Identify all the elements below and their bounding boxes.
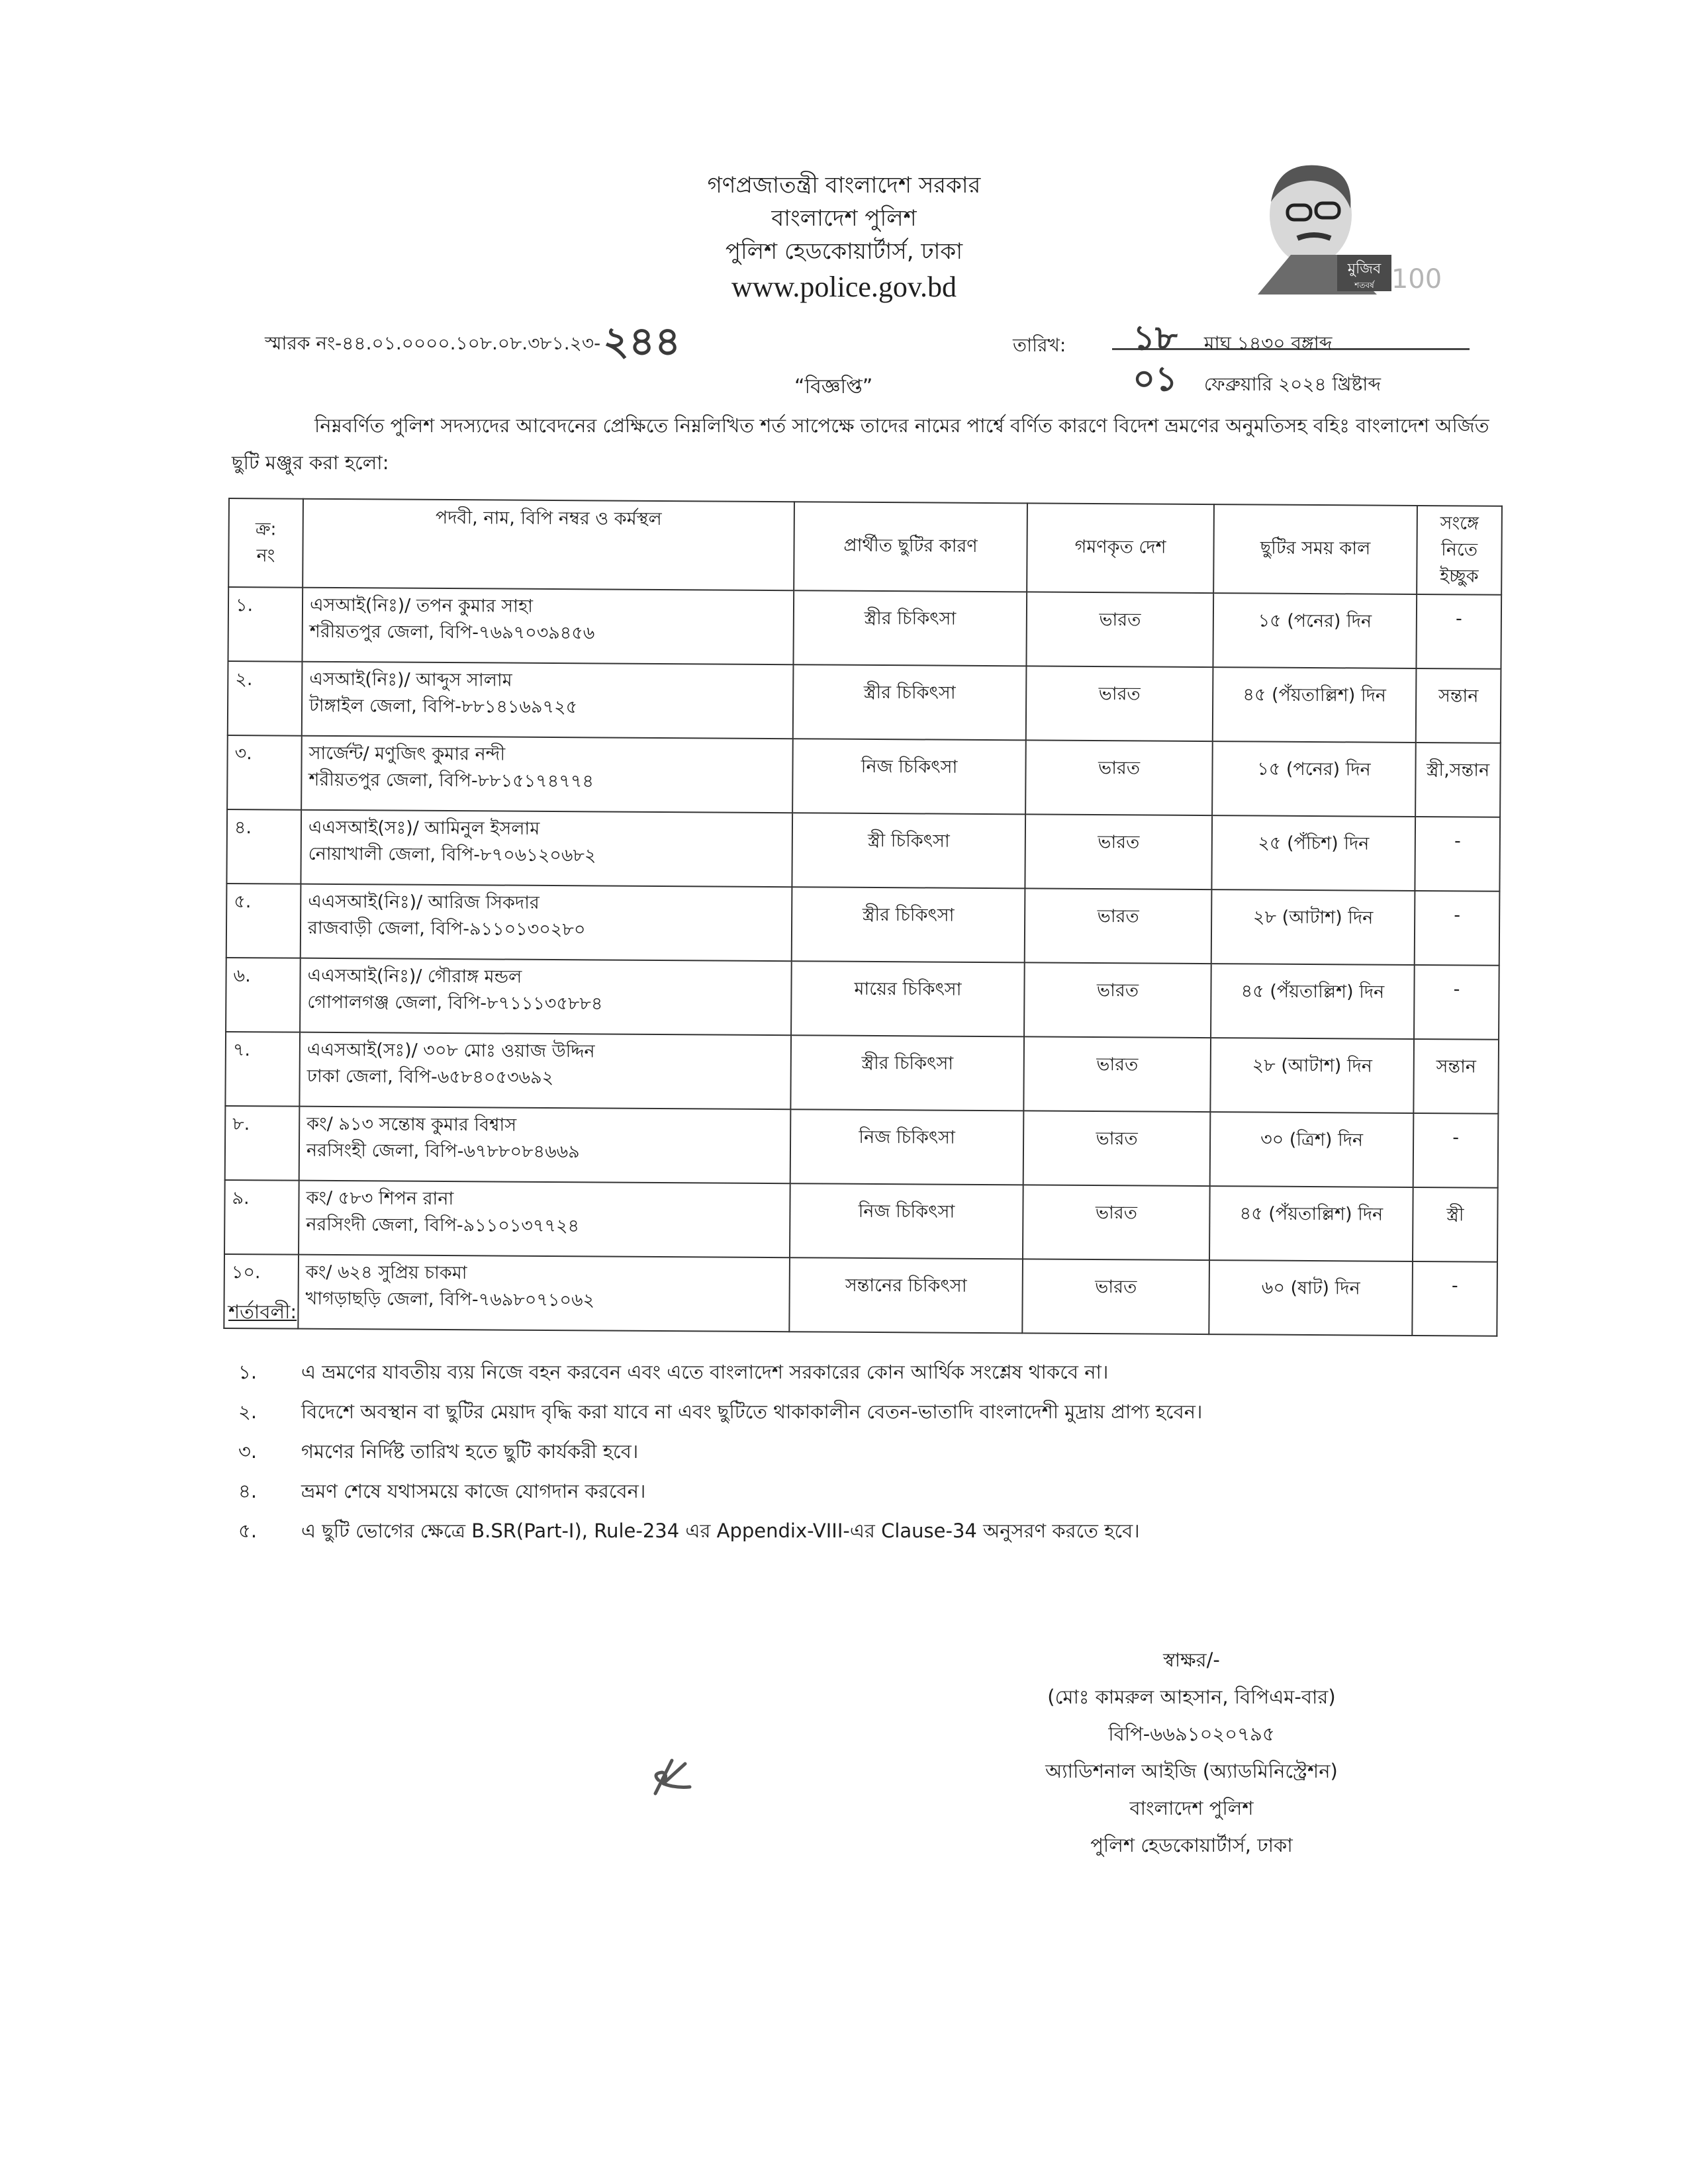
cell-serial: ৬. <box>226 958 301 1032</box>
member-district-bp: রাজবাড়ী জেলা, বিপি-৯১১০১৩০২৮০ <box>307 917 586 940</box>
header-duration: ছুটির সময় কাল <box>1213 504 1417 594</box>
header-serial-line2: নং <box>256 545 275 567</box>
term-text: এ ছুটি ভোগের ক্ষেত্রে B.SR(Part-I), Rule-234 এর Appendix-VIII-এর Clause-34 অনুসরণ করতে হবে। <box>301 1519 1140 1542</box>
table-row <box>227 735 1501 817</box>
header-member: পদবী, নাম, বিপি নম্বর ও কর্মস্থল <box>303 499 794 591</box>
bangla-day-handwritten: ১৮ <box>1133 318 1178 358</box>
cell-reason: নিজ চিকিৎসা <box>792 739 1026 814</box>
cell-country: ভারত <box>1023 1036 1211 1112</box>
cell-serial: ৯. <box>224 1180 299 1255</box>
cell-member <box>300 958 792 1036</box>
member-district-bp: গোপালগঞ্জ জেলা, বিপি-৮৭১১১৩৫৮৮৪ <box>307 991 603 1015</box>
cell-companion: - <box>1413 1113 1499 1188</box>
cell-member <box>302 588 794 665</box>
term-number: ৩. <box>238 1439 258 1463</box>
cell-serial: ৩. <box>227 735 302 810</box>
cell-country: ভারত <box>1022 1259 1209 1334</box>
term-number: ১. <box>238 1360 258 1383</box>
table-row <box>226 884 1500 966</box>
bangla-month-year: মাঘ ১৪৩০ বঙ্গাব্দ <box>1203 332 1333 354</box>
letterhead <box>563 169 1125 306</box>
gregorian-day-handwritten: ০১ <box>1133 359 1178 399</box>
gregorian-month-year: ফেব্রুয়ারি ২০২৪ খ্রিষ্টাব্দ <box>1203 373 1382 395</box>
member-district-bp: নোয়াখালী জেলা, বিপি-৮৭০৬১২০৬৮২ <box>308 843 596 866</box>
table-row <box>224 1254 1497 1336</box>
cell-serial: ২. <box>228 661 303 736</box>
svg-text:মুজিব: মুজিব <box>1347 261 1382 277</box>
member-rank-name: এসআই(নিঃ)/ তপন কুমার সাহা <box>309 594 534 617</box>
member-district-bp: খাগড়াছড়ি জেলা, বিপি-৭৬৯৮০৭১০৬২ <box>305 1288 595 1311</box>
table-row <box>225 1032 1499 1114</box>
date-label: তারিখ: <box>1013 334 1066 356</box>
cell-duration: ৪৫ (পঁয়তাল্লিশ) দিন <box>1209 1186 1413 1261</box>
cell-reason: স্ত্রীর চিকিৎসা <box>793 590 1027 666</box>
term-item <box>238 1433 1529 1473</box>
terms-heading: শর্তাবলী: <box>228 1300 297 1323</box>
department-name: বাংলাদেশ পুলিশ <box>771 205 917 232</box>
cell-member <box>301 736 793 813</box>
handwritten-initial-icon <box>649 1747 702 1800</box>
cell-duration: ২৮ (আটাশ) দিন <box>1211 889 1415 965</box>
signed-mark: স্বাক্ষর/- <box>1163 1649 1220 1671</box>
signature-block <box>993 1641 1390 1864</box>
cell-country: ভারত <box>1024 962 1211 1038</box>
cell-country: ভারত <box>1023 1111 1211 1186</box>
header-companion-line2: ইচ্ছুক <box>1439 566 1479 587</box>
cell-country: ভারত <box>1025 740 1213 815</box>
mujib-100-logo-icon <box>1231 156 1443 295</box>
table-row <box>226 958 1499 1040</box>
member-rank-name: কং/ ৬২৪ সুপ্রিয় চাকমা <box>305 1261 467 1284</box>
table-row <box>228 661 1501 743</box>
member-rank-name: এএসআই(সঃ)/ আমিনুল ইসলাম <box>308 817 540 839</box>
cell-companion: - <box>1414 965 1499 1040</box>
cell-serial: ৭. <box>225 1032 300 1107</box>
table-row <box>228 587 1501 669</box>
cell-duration: ১৫ (পনের) দিন <box>1212 741 1416 817</box>
member-district-bp: শরীয়তপুর জেলা, বিপি-৭৬৯৭০৩৯৪৫৬ <box>309 621 595 644</box>
term-number: ৫. <box>238 1519 258 1542</box>
government-name: গণপ্রজাতন্ত্রী বাংলাদেশ সরকার <box>707 172 981 199</box>
cell-duration: ২৫ (পঁচিশ) দিন <box>1211 815 1415 891</box>
member-rank-name: এসআই(নিঃ)/ আব্দুস সালাম <box>309 668 512 691</box>
gregorian-date <box>1112 352 1381 410</box>
cell-duration: ৪৫ (পঁয়তাল্লিশ) দিন <box>1213 667 1417 743</box>
cell-reason: নিজ চিকিৎসা <box>790 1183 1023 1259</box>
cell-duration: ৪৫ (পঁয়তাল্লিশ) দিন <box>1211 964 1415 1039</box>
cell-member <box>298 1255 790 1332</box>
cell-reason: স্ত্রীর চিকিৎসা <box>793 664 1027 740</box>
cell-reason: স্ত্রী চিকিৎসা <box>792 813 1025 888</box>
cell-duration: ৬০ (ষাট) দিন <box>1209 1260 1413 1336</box>
svg-text:100: 100 <box>1391 264 1442 295</box>
cell-country: ভারত <box>1023 1185 1210 1260</box>
cell-reason: নিজ চিকিৎসা <box>790 1109 1024 1185</box>
cell-member <box>299 1032 791 1110</box>
term-number: ২. <box>238 1400 258 1423</box>
cell-member <box>301 810 792 887</box>
signatory-designation: অ্যাডিশনাল আইজি (অ্যাডমিনিস্ট্রেশন) <box>1045 1760 1338 1782</box>
cell-member <box>302 662 794 739</box>
term-text: ভ্রমণ শেষে যথাসময়ে কাজে যোগদান করবেন। <box>301 1479 646 1502</box>
office-name: পুলিশ হেডকোয়ার্টার্স, ঢাকা <box>725 238 963 265</box>
intro-paragraph: নিম্নবর্ণিত পুলিশ সদস্যদের আবেদনের প্রেক্ষিতে নিম্নলিখিত শর্ত সাপেক্ষে তাদের নামের পার্শ্বে বর্ণিত কারণে বিদেশ ভ্রমণের অনুমতিসহ বহিঃ বাংলাদেশ অর্জিত ছুটি মঞ্জুর করা হলো: <box>232 414 1489 474</box>
svg-text:শতবর্ষ: শতবর্ষ <box>1354 281 1374 290</box>
cell-serial: ১০. <box>224 1254 299 1329</box>
member-rank-name: এএসআই(নিঃ)/ আরিজ সিকদার <box>308 891 539 913</box>
signatory-org: বাংলাদেশ পুলিশ <box>1129 1797 1254 1819</box>
cell-country: ভারত <box>1025 814 1212 889</box>
member-district-bp: টাঙ্গাইল জেলা, বিপি-৮৮১৪১৬৯৭২৫ <box>308 695 578 718</box>
cell-member <box>301 884 792 962</box>
term-item <box>238 1512 1529 1552</box>
bangla-date <box>1112 311 1470 358</box>
leave-table <box>223 498 1503 1337</box>
cell-reason: মায়ের চিকিৎসা <box>791 961 1025 1036</box>
cell-member <box>299 1181 790 1258</box>
cell-serial: ১. <box>228 587 303 662</box>
term-item <box>238 1353 1529 1393</box>
memo-handwritten-number: ২৪৪ <box>603 318 681 365</box>
header-serial-line1: ক্র: <box>255 519 277 540</box>
cell-companion: স্ত্রী,সন্তান <box>1415 743 1501 817</box>
header-companion <box>1417 506 1502 595</box>
cell-serial: ৫. <box>226 884 301 958</box>
header-reason: প্রার্থীত ছুটির কারণ <box>794 502 1027 592</box>
member-district-bp: ঢাকা জেলা, বিপি-৬৫৮৪০৫৩৬৯২ <box>306 1066 554 1089</box>
table-row <box>225 1106 1499 1188</box>
member-rank-name: এএসআই(সঃ)/ ৩০৮ মোঃ ওয়াজ উদ্দিন <box>306 1039 595 1062</box>
cell-country: ভারত <box>1025 888 1212 964</box>
term-item <box>238 1393 1529 1433</box>
table-row <box>226 809 1500 891</box>
cell-companion: স্ত্রী <box>1413 1187 1498 1262</box>
cell-companion: - <box>1415 891 1500 966</box>
cell-serial: ৪. <box>226 809 301 884</box>
term-item <box>238 1473 1529 1512</box>
signatory-bp: বিপি-৬৬৯১০২০৭৯৫ <box>1108 1723 1275 1745</box>
cell-country: ভারত <box>1026 666 1213 741</box>
member-district-bp: নরসিংহী জেলা, বিপি-৬৭৮৮০৮৪৬৬৯ <box>306 1140 580 1163</box>
date-block <box>1013 311 1476 397</box>
term-number: ৪. <box>238 1479 258 1502</box>
header-companion-line1: সংঙ্গে নিতে <box>1440 513 1479 561</box>
cell-duration: ১৫ (পনের) দিন <box>1213 593 1417 668</box>
signatory-name: (মোঃ কামরুল আহসান, বিপিএম-বার) <box>1047 1686 1336 1708</box>
table-row <box>224 1180 1498 1262</box>
cell-serial: ৮. <box>225 1106 300 1181</box>
header-country: গমণকৃত দেশ <box>1027 503 1214 593</box>
header-serial <box>228 498 303 588</box>
cell-duration: ২৮ (আটাশ) দিন <box>1210 1038 1414 1113</box>
cell-companion: - <box>1412 1261 1497 1336</box>
cell-companion: সন্তান <box>1413 1039 1499 1114</box>
term-text: এ ভ্রমণের যাবতীয় ব্যয় নিজে বহন করবেন এবং এতে বাংলাদেশ সরকারের কোন আর্থিক সংশ্লেষ থাকবে না। <box>301 1360 1109 1383</box>
member-rank-name: এএসআই(নিঃ)/ গৌরাঙ্গ মন্ডল <box>307 965 522 987</box>
cell-reason: স্ত্রীর চিকিৎসা <box>792 887 1025 962</box>
memo-label: স্মারক নং-৪৪.০১.০০০০.১০৮.০৮.৩৮১.২৩- <box>265 332 601 354</box>
term-text: গমণের নির্দিষ্ট তারিখ হতে ছুটি কার্যকরী হবে। <box>301 1439 639 1463</box>
terms-list <box>238 1353 1529 1552</box>
cell-duration: ৩০ (ত্রিশ) দিন <box>1210 1112 1414 1187</box>
cell-companion: - <box>1415 817 1500 891</box>
cell-companion: - <box>1416 594 1501 669</box>
cell-reason: সন্তানের চিকিৎসা <box>789 1257 1023 1333</box>
signatory-office: পুলিশ হেডকোয়ার্টার্স, ঢাকা <box>1090 1834 1293 1856</box>
table-header-row <box>228 498 1502 595</box>
member-rank-name: কং/ ৫৮৩ শিপন রানা <box>306 1187 454 1210</box>
member-district-bp: নরসিংদী জেলা, বিপি-৯১১০১৩৭৭২৪ <box>306 1214 580 1237</box>
member-district-bp: শরীয়তপুর জেলা, বিপি-৮৮১৫১৭৪৭৭৪ <box>308 769 594 792</box>
notice-title: “বিজ্ঞপ্তি” <box>794 375 873 398</box>
member-rank-name: সার্জেন্ট/ মণুজিৎ কুমার নন্দী <box>308 743 506 765</box>
memo-number <box>265 311 680 377</box>
member-rank-name: কং/ ৯১৩ সন্তোষ কুমার বিশ্বাস <box>306 1113 517 1136</box>
cell-member <box>299 1107 791 1184</box>
cell-reason: স্ত্রীর চিকিৎসা <box>790 1035 1024 1111</box>
term-text: বিদেশে অবস্থান বা ছুটির মেয়াদ বৃদ্ধি করা যাবে না এবং ছুটিতে থাকাকালীন বেতন-ভাতাদি বাংলাদেশী মুদ্রায় প্রাপ্য হবেন। <box>301 1400 1203 1423</box>
cell-country: ভারত <box>1026 592 1213 667</box>
website: www.police.gov.bd <box>731 271 957 303</box>
cell-companion: সন্তান <box>1416 668 1501 743</box>
